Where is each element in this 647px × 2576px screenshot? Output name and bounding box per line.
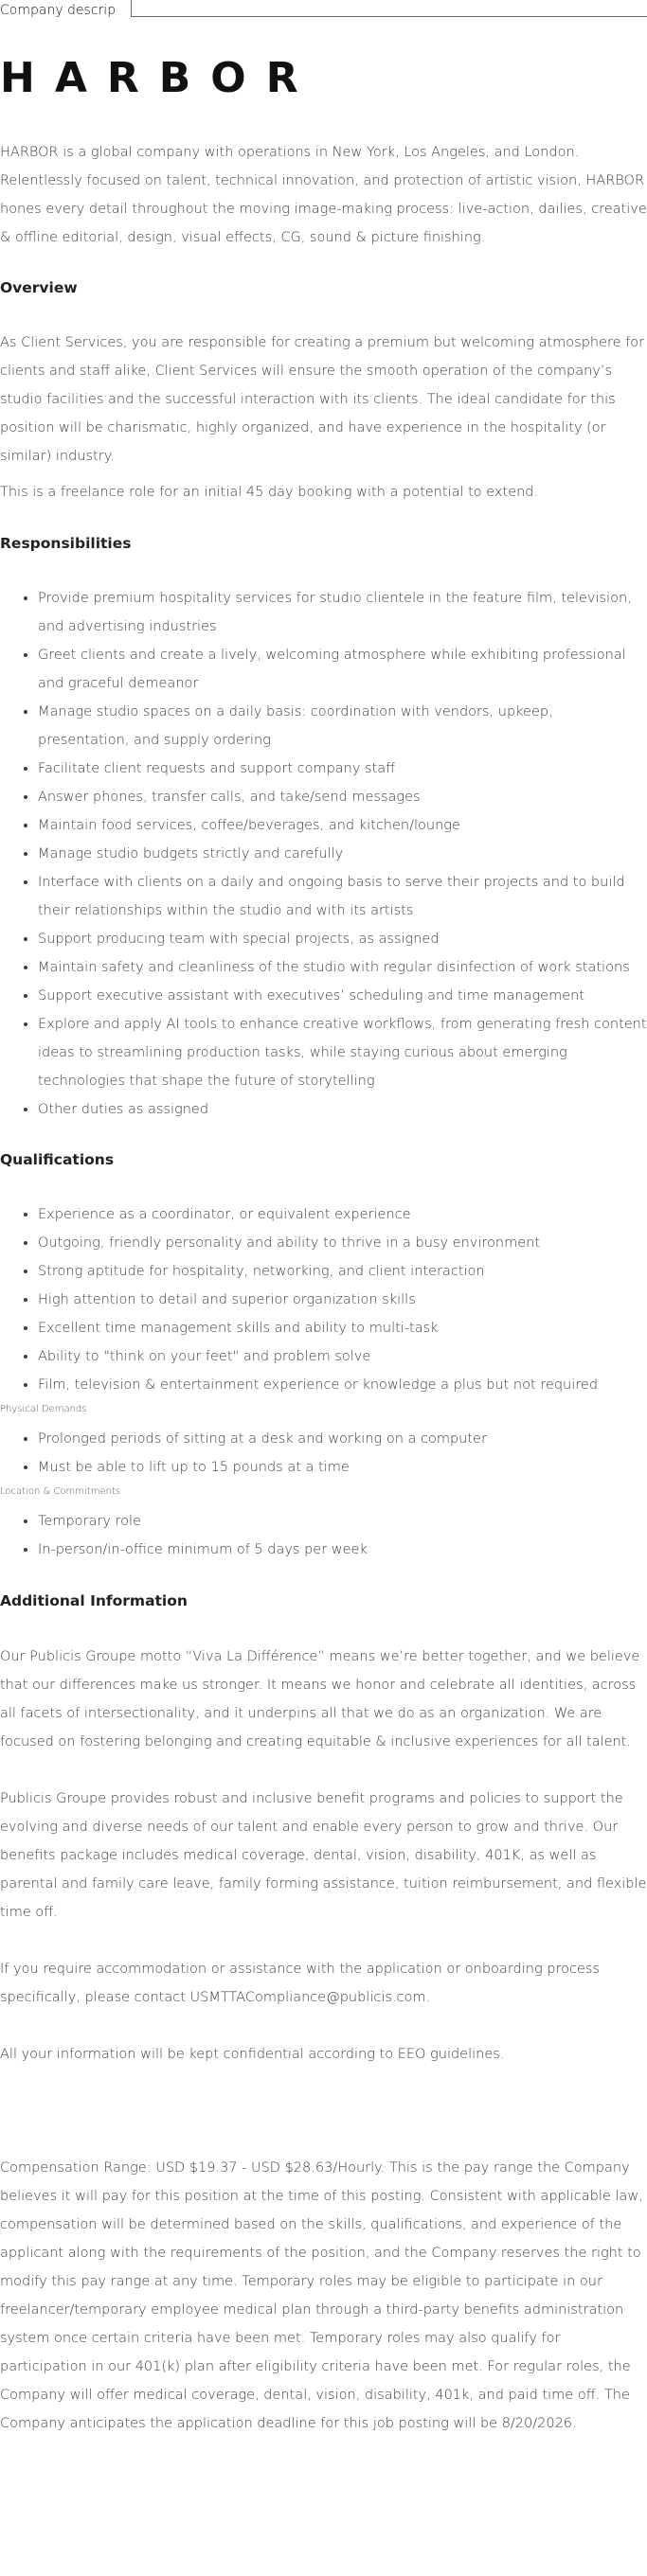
list-item: • Excellent time management skills and ability to multi-task [38,1314,647,1342]
list-item: • Manage studio spaces on a daily basis: coordination with vendors, upkeep, presentation, and supply ordering [38,698,647,755]
list-item: • Strong aptitude for hospitality, networking, and client interaction [38,1257,647,1286]
responsibilities-list [0,584,647,1124]
list-item: • Answer phones, transfer calls, and take/send messages [38,783,647,811]
list-item: • Other duties as assigned [38,1095,647,1124]
location-commitments-list [0,1507,647,1564]
physical-demands-list [0,1425,647,1482]
list-item: • Explore and apply AI tools to enhance creative workflows, from generating fresh content ideas to streamlining production tasks, while staying curious about emerging technologies that shape the future of storytelling [38,1010,647,1095]
list-item: • Maintain food services, coffee/beverages, and kitchen/lounge [38,811,647,840]
accommodation-paragraph: If you require accommodation or assistance with the application or onboarding process specifically, please contact USMTTACompliance@publicis.com. [0,1962,600,2005]
list-item: • Temporary role [38,1507,647,1536]
benefits-paragraph: Publicis Groupe provides robust and inclusive benefit programs and policies to support the evolving and diverse needs of our talent and enable every person to grow and thrive. Our benefits package includes medical coverage, dental, vision, disability, 401K, as well as parental and family care leave, family forming assistance, tuition reimbursement, and flexible time off. [0,1791,647,1920]
list-item: • Support executive assistant with executives’ scheduling and time management [38,982,647,1010]
list-item: • Must be able to lift up to 15 pounds at a time [38,1453,647,1482]
company-description-label: Company descrip [0,3,117,18]
list-item: • Interface with clients on a daily and ongoing basis to serve their projects and to build their relationships within the studio and with its artists [38,868,647,925]
responsibilities-heading: Responsibilities [0,535,132,552]
list-item: • Facilitate client requests and support company staff [38,755,647,783]
list-item: • Film, television & entertainment experience or knowledge a plus but not required [38,1371,647,1399]
location-commitments-label: Location & Commitments [0,1486,121,1497]
physical-demands-label: Physical Demands [0,1404,87,1414]
list-item: • Experience as a coordinator, or equivalent experience [38,1200,647,1229]
top-bar [0,0,647,21]
additional-information-heading: Additional Information [0,1592,188,1609]
confidentiality-paragraph: All your information will be kept confidential according to EEO guidelines. [0,2047,505,2062]
harbor-logo: HARBOR [0,54,318,102]
list-item: • Manage studio budgets strictly and carefully [38,840,647,868]
overview-heading: Overview [0,279,78,296]
list-item: • Maintain safety and cleanliness of the studio with regular disinfection of work stations [38,953,647,982]
list-item: • Prolonged periods of sitting at a desk and working on a computer [38,1425,647,1453]
list-item: • High attention to detail and superior organization skills [38,1286,647,1314]
freelance-note: This is a freelance role for an initial 45 day booking with a potential to extend. [0,485,539,500]
compensation-paragraph: Compensation Range: USD $19.37 - USD $28.63/Hourly. This is the pay range the Company believes it will pay for this position at the time of this posting. Consistent with applicable law, compensation will be determined based on the skills, qualifications, and experience of the applicant along with the requirements of the position, and the Company reserves the right to modify this pay range at any time. Temporary roles may be eligible to participate in our freelancer/temporary employee medical plan through a third-party benefits administration system once certain criteria have been met. Temporary roles may also qualify for participation in our 401(k) plan after eligibility criteria have been met. For regular roles, the Company will offer medical coverage, dental, vision, disability, 401k, and paid time off. The Company anticipates the application deadline for this job posting will be 8/20/2026. [0,2160,643,2431]
company-intro: HARBOR is a global company with operations in New York, Los Angeles, and London. Relentlessly focused on talent, technical innovation, and protection of artistic vision, HARBOR hones every detail throughout the moving image-making process: live-action, dailies, creative & offline editorial, design, visual effects, CG, sound & picture finishing. [0,145,647,245]
list-item: • Provide premium hospitality services for studio clientele in the feature film, television, and advertising industries [38,584,647,641]
list-item: • Support producing team with special projects, as assigned [38,925,647,953]
company-description-field[interactable] [131,0,647,17]
list-item: • In-person/in-office minimum of 5 days per week [38,1536,647,1564]
qualifications-heading: Qualifications [0,1151,115,1168]
overview-text: As Client Services, you are responsible for creating a premium but welcoming atmosphere for clients and staff alike, Client Services will ensure the smooth operation of the company’s studio facilities and the successful interaction with its clients. The ideal candidate for this position will be charismatic, highly organized, and have experience in the hospitality (or similar) industry. [0,335,645,464]
list-item: • Ability to "think on your feet" and problem solve [38,1342,647,1371]
qualifications-list [0,1200,647,1399]
motto-paragraph: Our Publicis Groupe motto “Viva La Différence” means we’re better together, and we believe that our differences make us stronger. It means we honor and celebrate all identities, across all facets of intersectionality, and it underpins all that we do as an organization. We are focused on fostering belonging and creating equitable & inclusive experiences for all talent. [0,1649,640,1750]
list-item: • Greet clients and create a lively, welcoming atmosphere while exhibiting professional and graceful demeanor [38,641,647,698]
list-item: • Outgoing, friendly personality and ability to thrive in a busy environment [38,1229,647,1257]
